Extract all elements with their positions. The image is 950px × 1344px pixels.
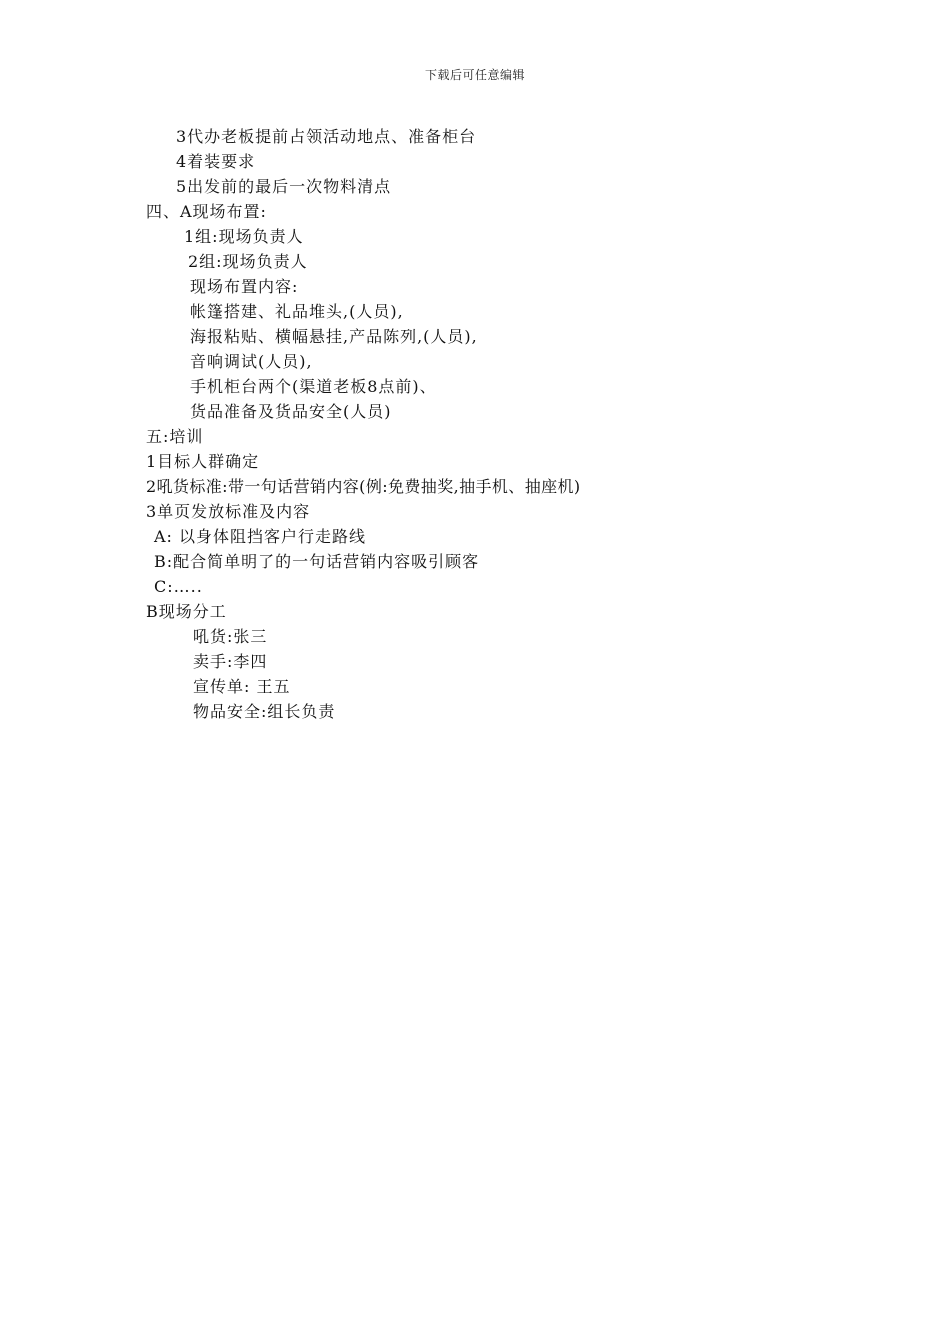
text-line: 现场布置内容: [190, 277, 299, 296]
text-line: 吼货:张三 [193, 627, 268, 646]
text-line: 5出发前的最后一次物料清点 [176, 177, 392, 196]
text-line: 3单页发放标准及内容 [146, 502, 311, 521]
text-line: C:….. [154, 577, 203, 596]
text-line: 1目标人群确定 [146, 452, 260, 471]
section-heading: 四、A现场布置: [146, 202, 267, 221]
text-line: 4着装要求 [176, 152, 256, 171]
text-line: 帐篷搭建、礼品堆头,(人员), [190, 302, 404, 321]
text-line: 音响调试(人员), [190, 352, 313, 371]
text-line: 海报粘贴、横幅悬挂,产品陈列,(人员), [190, 327, 478, 346]
section-heading: 五:培训 [146, 427, 204, 446]
text-line: 2组:现场负责人 [188, 252, 308, 271]
section-heading: B现场分工 [146, 602, 227, 621]
text-line: 宣传单: 王五 [193, 677, 291, 696]
text-line: 2吼货标准:带一句话营销内容(例:免费抽奖,抽手机、抽座机) [146, 477, 581, 496]
text-line: B:配合简单明了的一句话营销内容吸引顾客 [154, 552, 480, 571]
text-line: 货品准备及货品安全(人员) [190, 402, 392, 421]
text-line: 物品安全:组长负责 [193, 702, 336, 721]
text-line: 手机柜台两个(渠道老板8点前)、 [190, 377, 437, 396]
text-line: 1组:现场负责人 [184, 227, 304, 246]
text-line: 3代办老板提前占领活动地点、准备柜台 [176, 127, 477, 146]
text-line: A: 以身体阻挡客户行走路线 [154, 527, 367, 546]
text-line: 卖手:李四 [193, 652, 268, 671]
page-header: 下载后可任意编辑 [424, 68, 525, 82]
